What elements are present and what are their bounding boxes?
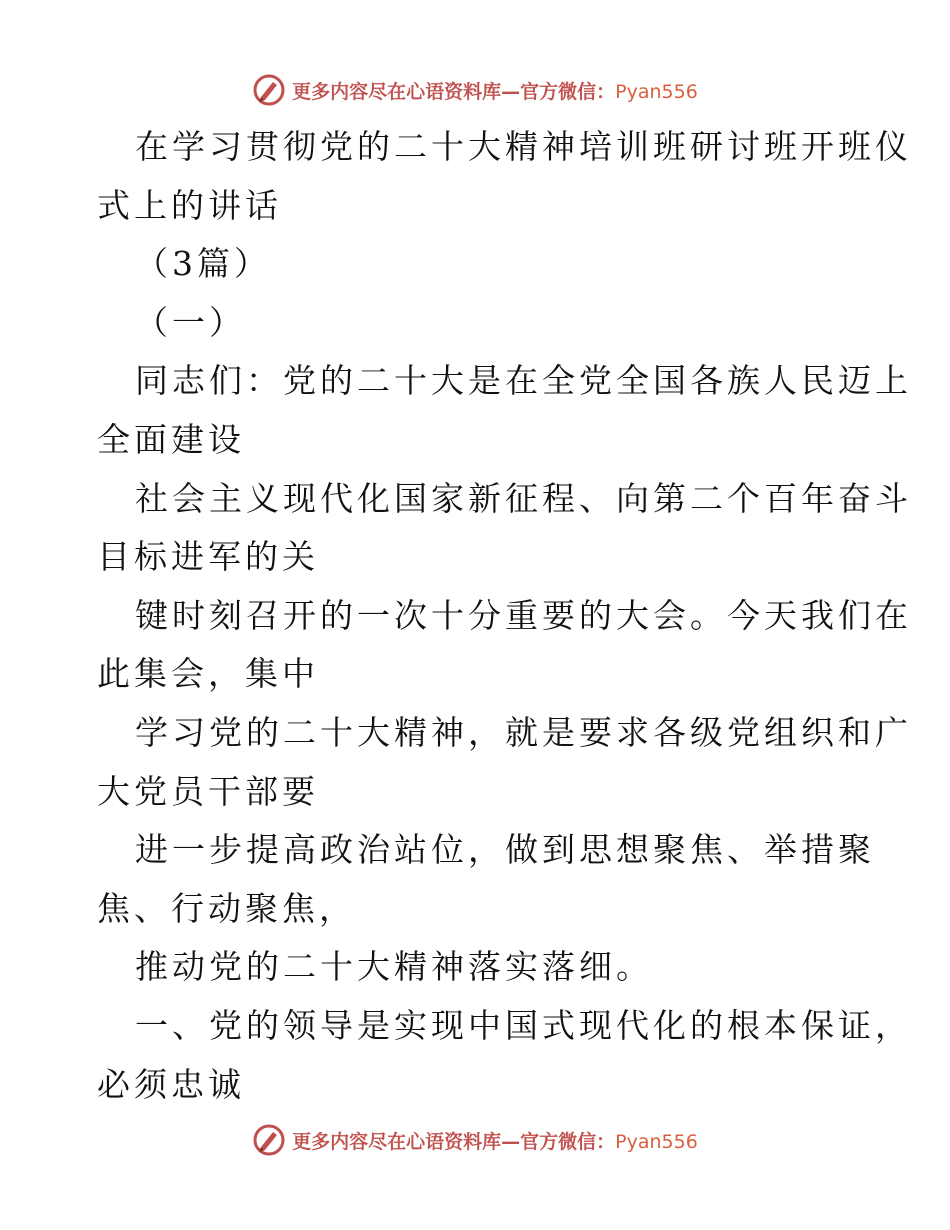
text-line: 同志们：党的二十大是在全党全国各族人民迈上 (135, 361, 912, 401)
text-line: 学习党的二十大精神，就是要求各级党组织和广 (135, 712, 912, 752)
text-line: 式上的讲话 (97, 185, 282, 225)
footer-banner-text: 更多内容尽在心语资料库—官方微信：Pyan556 (292, 1130, 698, 1153)
text-line: （3篇） (135, 244, 271, 284)
footer-banner (0, 1120, 950, 1160)
text-line: 此集会，集中 (97, 654, 319, 694)
header-banner-text: 更多内容尽在心语资料库—官方微信：Pyan556 (292, 80, 698, 103)
text-line: 推动党的二十大精神落实落细。 (135, 947, 653, 987)
text-line: （一） (135, 302, 246, 342)
text-line: 全面建设 (97, 419, 245, 459)
text-line: 目标进军的关 (97, 537, 319, 577)
header-banner (0, 70, 950, 110)
text-line: 一、党的领导是实现中国式现代化的根本保证， (135, 1005, 912, 1045)
text-line: 键时刻召开的一次十分重要的大会。今天我们在 (135, 595, 912, 635)
pen-circle-logo-icon (252, 73, 286, 107)
text-line: 社会主义现代化国家新征程、向第二个百年奋斗 (135, 478, 912, 518)
pen-circle-logo-icon (252, 1123, 286, 1157)
text-line: 进一步提高政治站位，做到思想聚焦、举措聚 (135, 830, 875, 870)
text-line: 在学习贯彻党的二十大精神培训班研讨班开班仪 (135, 127, 912, 166)
text-line: 必须忠诚 (97, 1064, 245, 1104)
text-line: 大党员干部要 (97, 771, 319, 811)
text-line: 焦、行动聚焦， (97, 888, 356, 928)
document-body (97, 118, 912, 1114)
